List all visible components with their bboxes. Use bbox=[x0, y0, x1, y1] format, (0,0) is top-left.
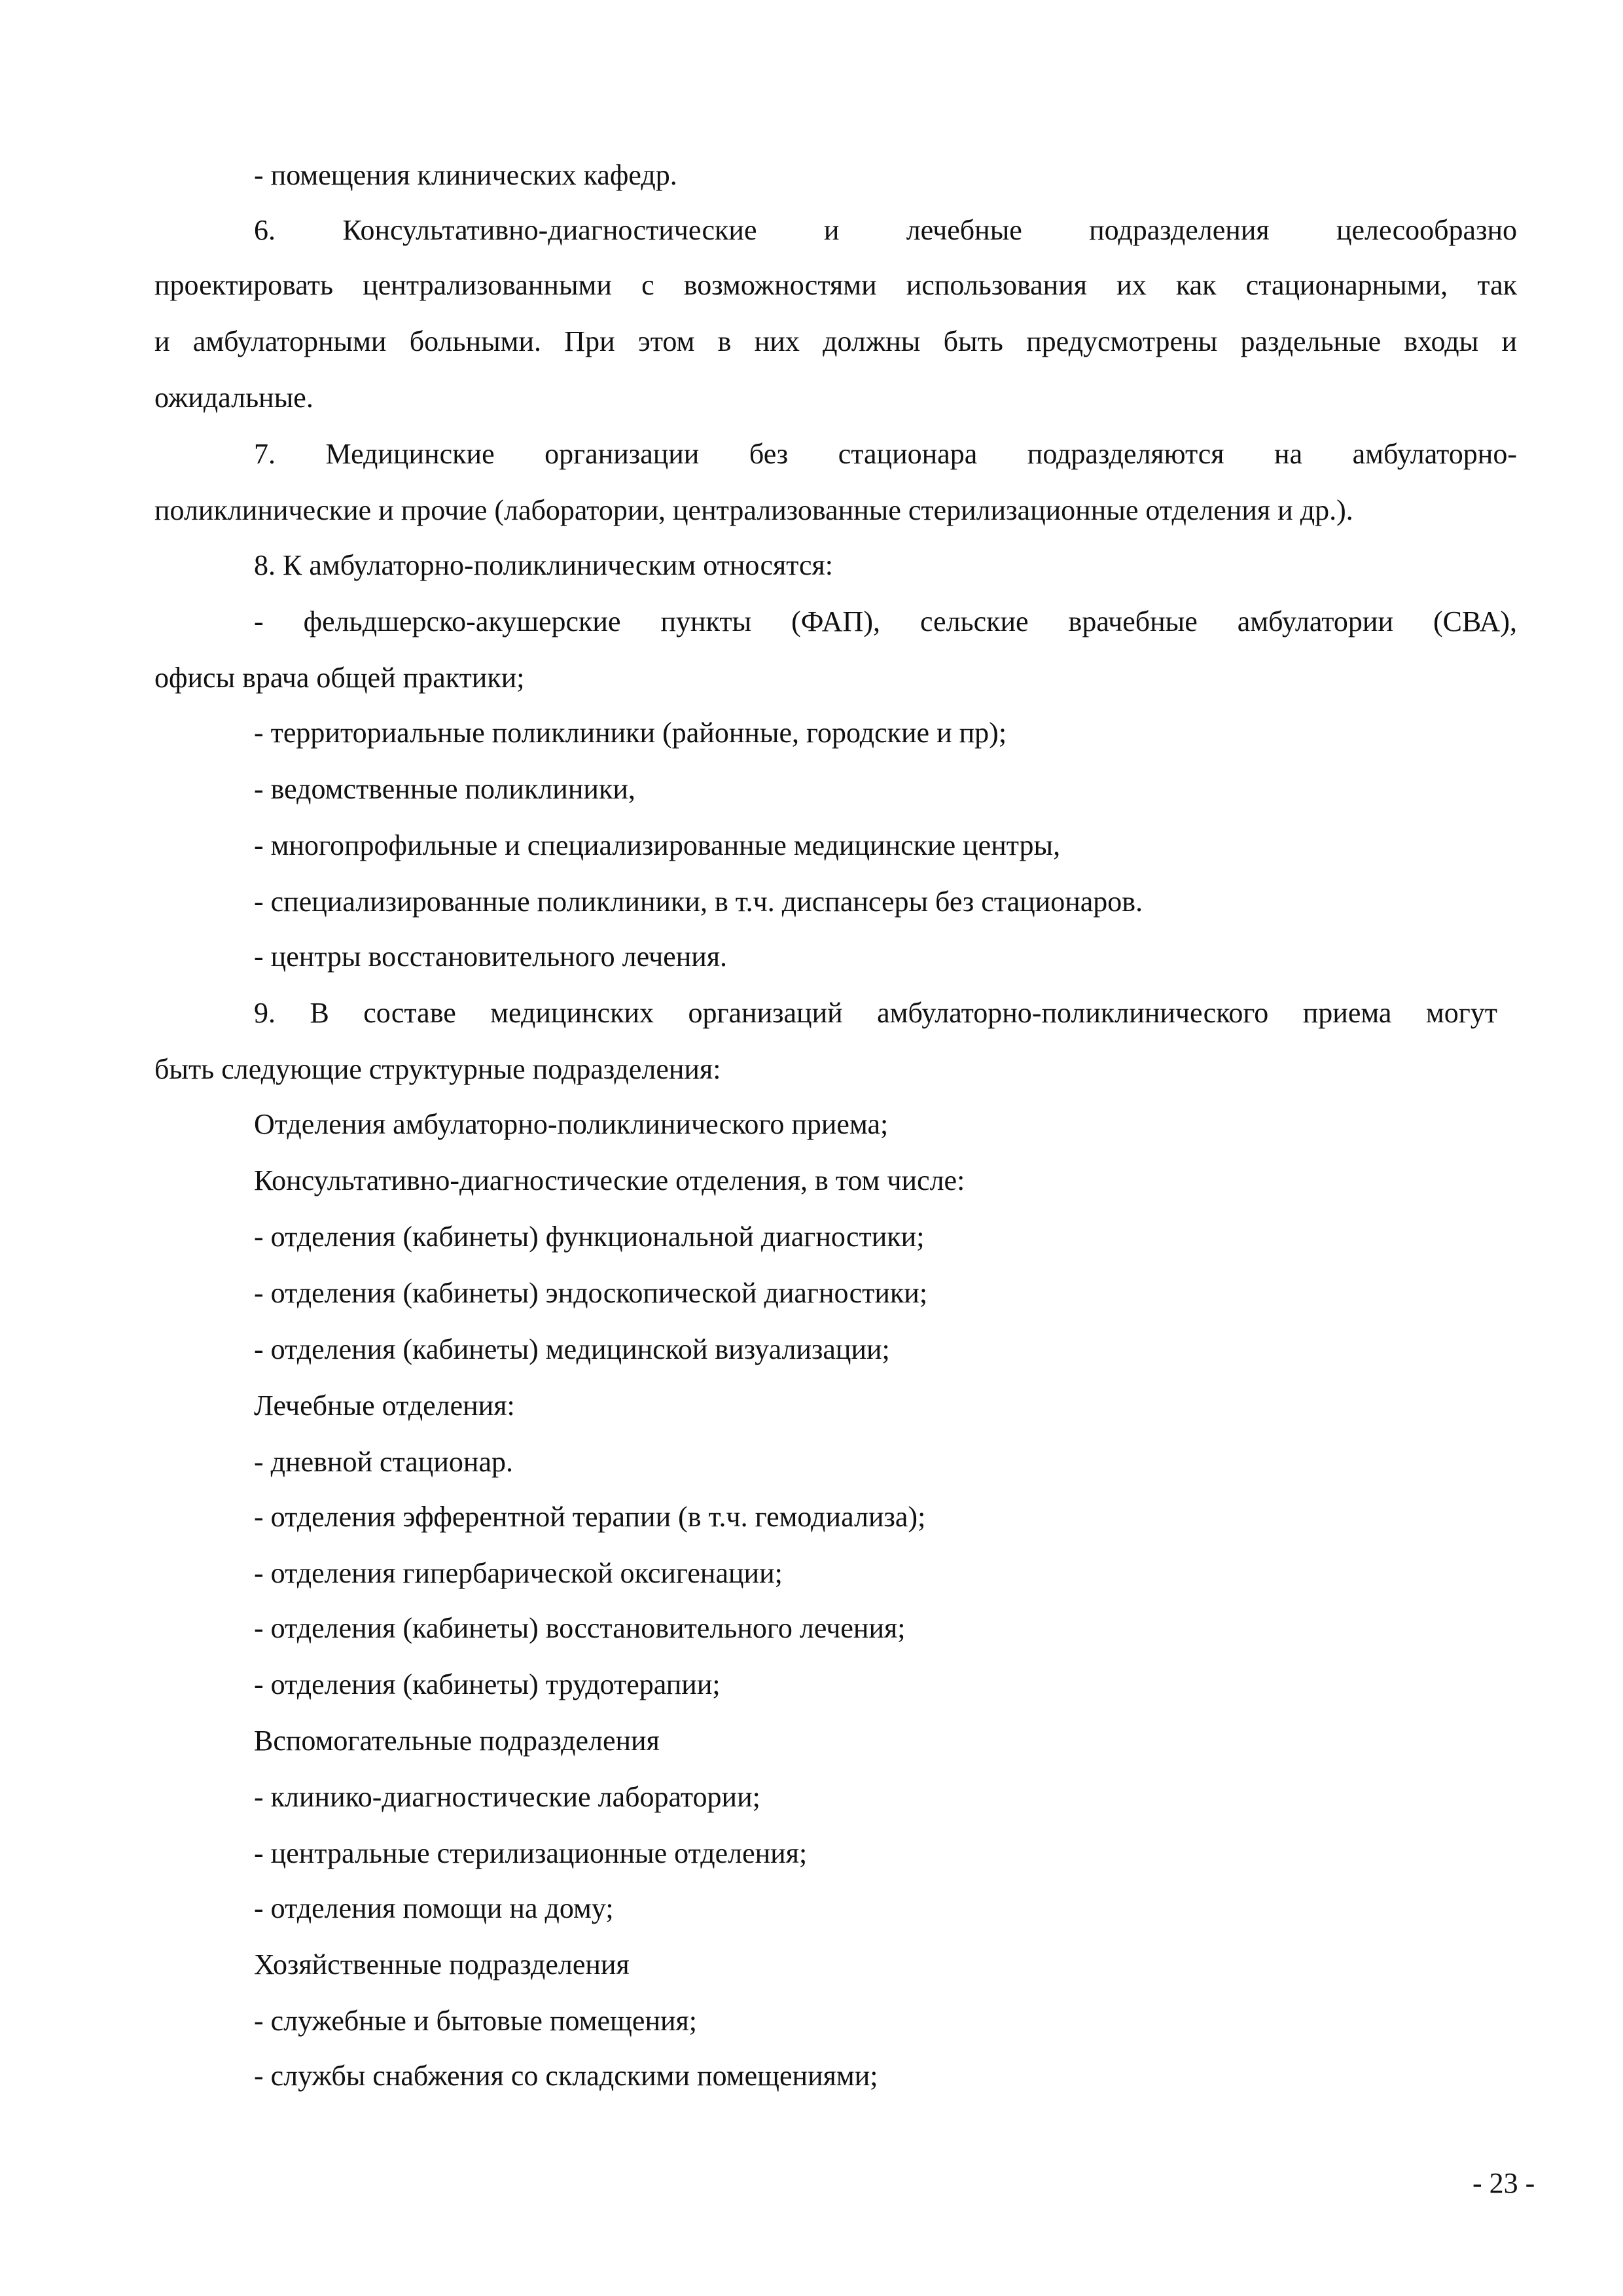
text-line: - клинико-диагностические лаборатории; bbox=[254, 1781, 760, 1813]
text-line: - отделения (кабинеты) медицинской визуализации; bbox=[254, 1333, 890, 1365]
text-line: офисы врача общей практики; bbox=[154, 662, 525, 694]
page-number: - 23 - bbox=[1472, 2167, 1535, 2199]
text-line: - дневной стационар. bbox=[254, 1446, 513, 1478]
text-line: - территориальные поликлиники (районные, городские и пр); bbox=[254, 717, 1007, 749]
text-line: - центральные стерилизационные отделения; bbox=[254, 1837, 808, 1869]
text-line: поликлинические и прочие (лаборатории, централизованные стерилизационные отделения и др.). bbox=[154, 494, 1353, 526]
text-line: - отделения гипербарической оксигенации; bbox=[254, 1557, 783, 1589]
text-line: - ведомственные поликлиники, bbox=[254, 773, 635, 805]
text-line: - центры восстановительного лечения. bbox=[254, 941, 728, 973]
text-line: - отделения (кабинеты) функциональной диагностики; bbox=[254, 1221, 925, 1253]
text-line: - отделения помощи на дому; bbox=[254, 1892, 614, 1924]
text-line: - служебные и бытовые помещения; bbox=[254, 2005, 697, 2037]
text-line: и амбулаторными больными. При этом в них должны быть предусмотрены раздельные входы и bbox=[154, 325, 1517, 357]
text-line: 8. К амбулаторно-поликлиническим относятся: bbox=[254, 549, 834, 581]
text-line: Отделения амбулаторно-поликлинического приема; bbox=[254, 1108, 889, 1140]
text-line: - специализированные поликлиники, в т.ч. диспансеры без стационаров. bbox=[254, 886, 1143, 918]
text-line: Консультативно-диагностические отделения, в том числе: bbox=[254, 1164, 965, 1196]
text-line: - помещения клинических кафедр. bbox=[254, 159, 677, 191]
text-line: - отделения (кабинеты) восстановительного лечения; bbox=[254, 1612, 906, 1644]
text-line: ожидальные. bbox=[154, 382, 313, 414]
text-line: - отделения (кабинеты) трудотерапии; bbox=[254, 1668, 721, 1700]
text-line: Лечебные отделения: bbox=[254, 1390, 515, 1422]
text-line: быть следующие структурные подразделения: bbox=[154, 1053, 721, 1085]
text-line: проектировать централизованными с возможностями использования их как стационарными, так bbox=[154, 269, 1517, 301]
text-line: - многопрофильные и специализированные медицинские центры, bbox=[254, 829, 1061, 861]
text-line: Хозяйственные подразделения bbox=[254, 1948, 630, 1981]
text-line: - отделения эфферентной терапии (в т.ч. гемодиализа); bbox=[254, 1501, 926, 1533]
text-line: - фельдшерско-акушерские пункты (ФАП), сельские врачебные амбулатории (СВА), bbox=[254, 605, 1517, 637]
text-line: Вспомогательные подразделения bbox=[254, 1725, 660, 1757]
text-line: 7. Медицинские организации без стационара подразделяются на амбулаторно- bbox=[254, 438, 1517, 470]
text-line: - отделения (кабинеты) эндоскопической диагностики; bbox=[254, 1277, 928, 1309]
text-line: - службы снабжения со складскими помещениями; bbox=[254, 2060, 878, 2092]
text-line: 6. Консультативно-диагностические и лечебные подразделения целесообразно bbox=[254, 214, 1517, 246]
text-line: 9. В составе медицинских организаций амбулаторно-поликлинического приема могут bbox=[254, 997, 1497, 1029]
